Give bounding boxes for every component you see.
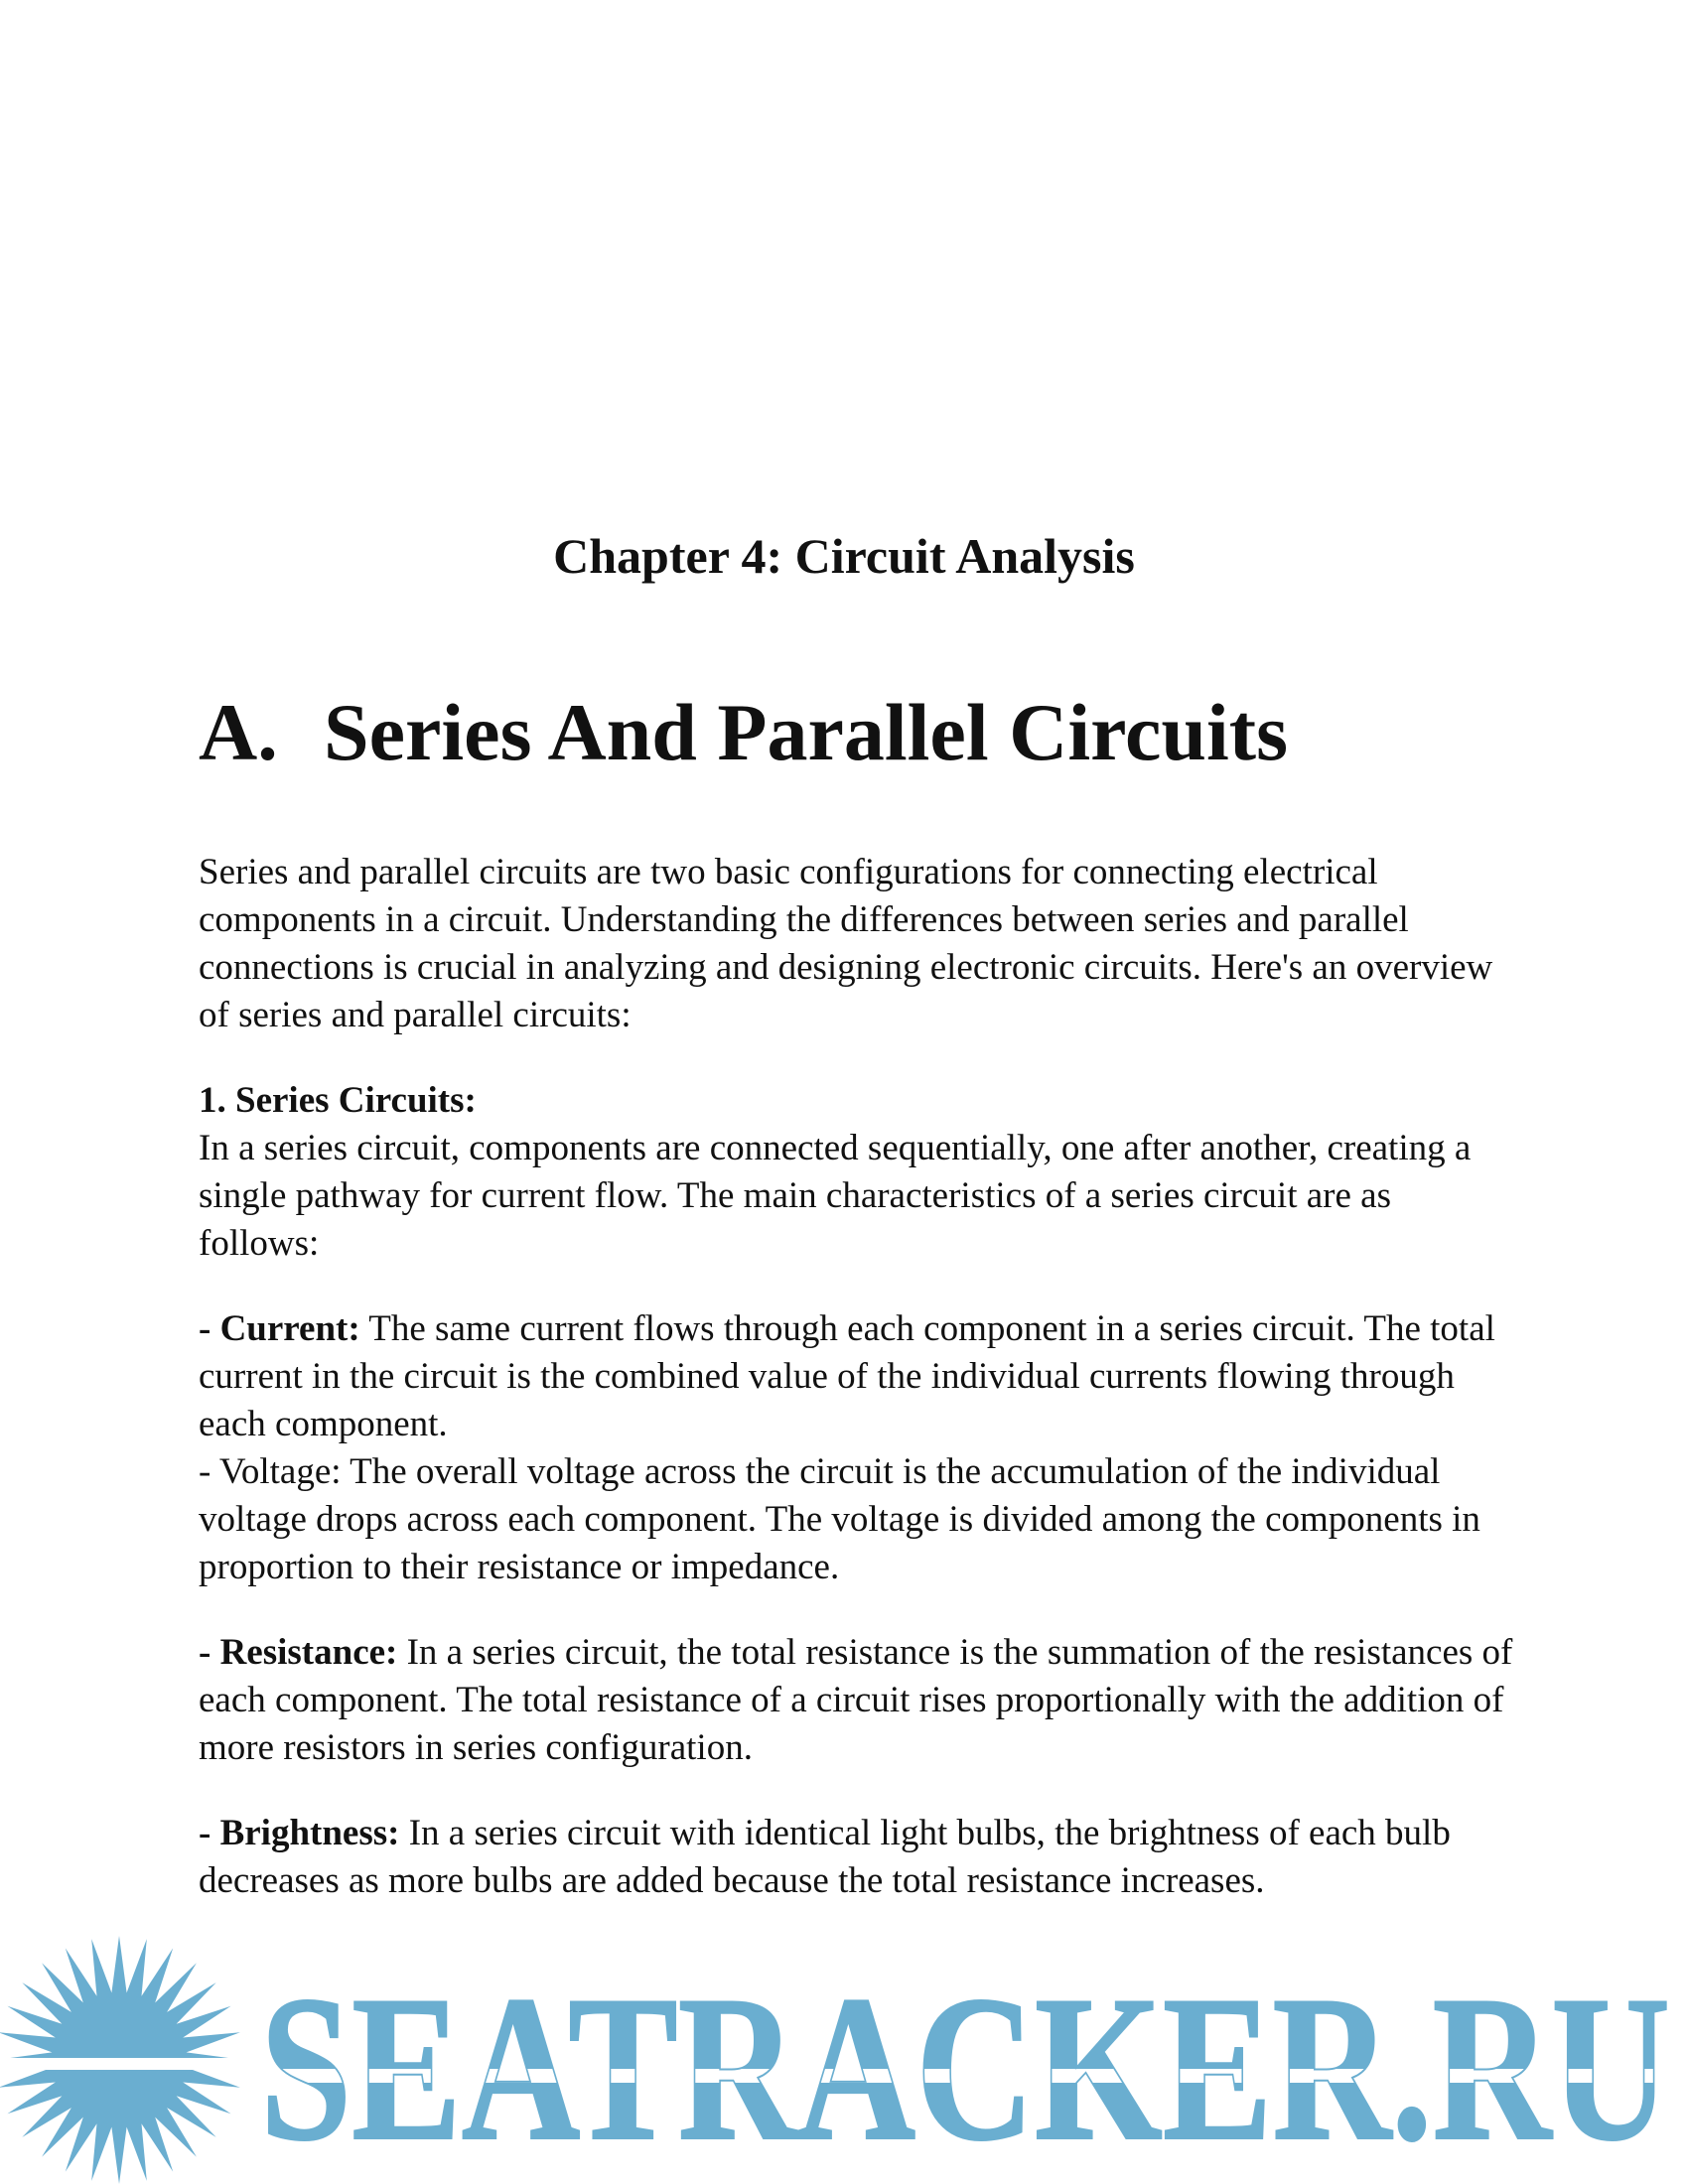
item-current-text: The same current flows through each component in a series circuit. The total current in the circuit is the combined value of the individual currents flowing through each component. (199, 1308, 1495, 1444)
item-voltage: - Voltage: The overall voltage across the circuit is the accumulation of the individual voltage drops across each component. The voltage is divided among the components in proportion to their resistance or impedance. (199, 1451, 1480, 1587)
item-current (199, 1305, 1519, 1448)
item-resistance (199, 1629, 1519, 1772)
item-current-label: - Current: (199, 1308, 360, 1349)
chapter-title: Chapter 4: Circuit Analysis (553, 528, 1135, 584)
section-letter: A. (199, 687, 278, 777)
item-brightness (199, 1810, 1519, 1905)
watermark-text: SEATRACKER.RU (260, 1954, 1670, 2184)
intro-paragraph: Series and parallel circuits are two basic configurations for connecting electrical components in a circuit. Understanding the differences between series and parallel connections is crucial in analyzing and designing electronic circuits. Here's an overview of series and parallel circuits: (199, 852, 1493, 1035)
watermark (0, 1926, 1688, 2184)
item-brightness-text: In a series circuit with identical light bulbs, the brightness of each bulb decreases as more bulbs are added because the total resistance increases. (199, 1813, 1451, 1901)
section-heading (199, 685, 1288, 780)
item-brightness-label: - Brightness: (199, 1813, 400, 1853)
sun-icon (0, 1936, 248, 2184)
series-description: In a series circuit, components are connected sequentially, one after another, creating a single pathway for current flow. The main characteristics of a series circuit are as follows: (199, 1128, 1472, 1264)
item-resistance-text: In a series circuit, the total resistance is the summation of the resistances of each component. The total resistance of a circuit rises proportionally with the addition of more resistors in series configuration. (199, 1632, 1513, 1768)
series-heading: 1. Series Circuits: (199, 1080, 477, 1121)
item-resistance-label: - Resistance: (199, 1632, 398, 1673)
body-content (199, 849, 1519, 1943)
section-title: Series And Parallel Circuits (324, 687, 1289, 777)
